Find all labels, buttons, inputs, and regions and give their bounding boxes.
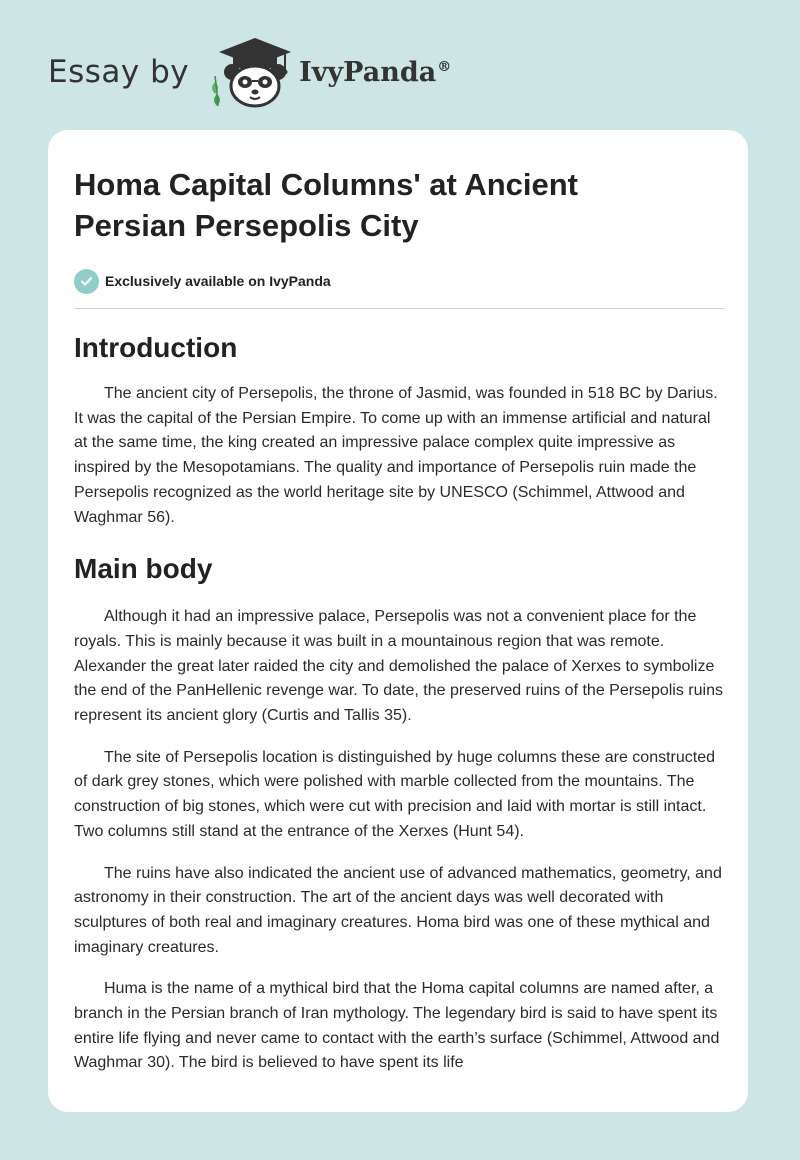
paragraph: The ancient city of Persepolis, the throne of Jasmid, was founded in 518 BC by Darius. It was the capital of the Persian Empire. To come up with an immense artificial and natural at the same time, the king created an impressive palace complex quite impressive as inspired by the Mesopotamians. The quality and importance of Persepolis ruin made the Persepolis recognized as the world heritage site by UNESCO (Schimmel, Attwood and Waghmar 56). [74, 385, 718, 526]
title-line-1: Homa Capital Columns' at Ancient [74, 167, 579, 202]
brand-name-text: IvyPanda [299, 56, 437, 88]
registered-mark: ® [437, 58, 452, 75]
paragraph: Although it had an impressive palace, Persepolis was not a convenient place for the royals. This is mainly because it was built in a mountainous region that was remote. Alexander the great later raided the city and demolished the palace of Xerxes to symbolize the end of the PanHellenic revenge war. To date, the preserved ruins of the Persepolis ruins represent its ancient glory (Curtis and Tallis 35). [74, 608, 723, 725]
brand-header [48, 36, 451, 108]
exclusive-badge [74, 268, 724, 294]
section-heading-introduction: Introduction [74, 332, 238, 363]
paragraph: The site of Persepolis location is distinguished by huge columns these are constructed of dark grey stones, which were polished with marble collected from the mountains. The construction of big stones, which were cut with precision and laid with mortar is still intact. Two columns still stand at the entrance of the Xerxes (Hunt 54). [74, 748, 716, 840]
divider [74, 308, 724, 309]
section-heading-main-body: Main body [74, 553, 213, 585]
essay-content [74, 164, 724, 1076]
essay-by-label: Essay by [48, 54, 190, 90]
panda-logo-icon [205, 36, 293, 108]
paragraph: The ruins have also indicated the ancient use of advanced mathematics, geometry, and astronomy in their construction. The art of the ancient days was well decorated with sculptures of both real and imaginary creatures. Homa bird was one of these mythical and imaginary creatures. [74, 864, 722, 956]
brand-name [299, 57, 451, 88]
exclusive-label: Exclusively available on IvyPanda [105, 273, 331, 289]
title-line-2: Persian Persepolis City [74, 208, 419, 243]
essay-card [48, 130, 748, 1112]
essay-title [74, 164, 724, 246]
paragraph: Huma is the name of a mythical bird that the Homa capital columns are named after, a branch in the Persian branch of Iran mythology. The legendary bird is said to have spent its entire life flying and never came to contact with the earth’s surface (Schimmel, Attwood and Waghmar 30). The bird is believed to have spent its life [74, 980, 720, 1072]
checkmark-icon [74, 269, 99, 294]
